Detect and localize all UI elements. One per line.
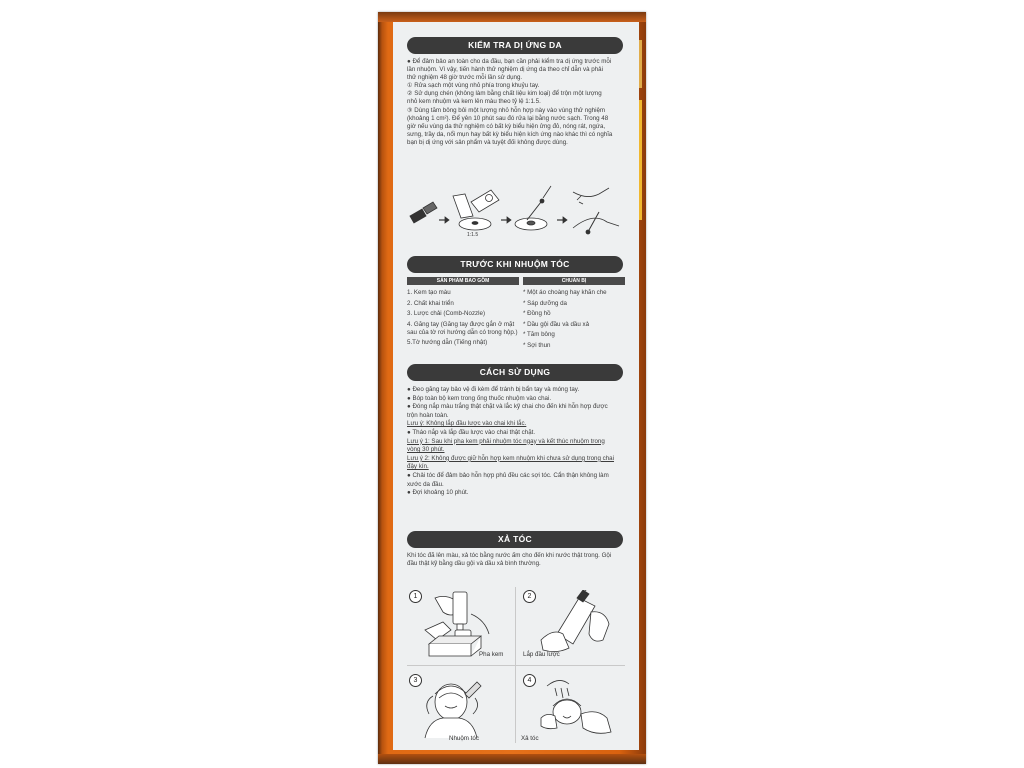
list-item: * Đồng hồ <box>523 310 551 318</box>
included-header: SẢN PHẨM BAO GỒM <box>407 277 519 285</box>
usage-header: CÁCH SỬ DỤNG <box>407 364 623 381</box>
step-number: 4 <box>523 674 536 687</box>
list-item: sau của tờ rơi hướng dẫn có trong hộp.) <box>407 328 518 336</box>
list-item: 4. Găng tay (Găng tay được gắn ở mặt <box>407 320 515 328</box>
allergy-test-illustration <box>403 182 629 246</box>
allergy-line: lần nhuộm. Vì vậy, tiến hành thử nghiệm dị ứng da theo chỉ dẫn và phải <box>407 66 603 74</box>
allergy-line: giờ nếu vùng da thử nghiệm có bất kỳ biểu hiện ửng đỏ, nóng rát, ngứa, <box>407 122 606 130</box>
usage-line: ● Đợi khoảng 10 phút. <box>407 489 469 497</box>
steps-horizontal-divider <box>407 665 625 666</box>
prepare-header: CHUẨN BỊ <box>523 277 625 285</box>
list-item: * Sợi thun <box>523 341 551 349</box>
allergy-line: bạn bị dị ứng với sản phẩm và tuyệt đối không được dùng. <box>407 138 568 146</box>
usage-line: trộn hoàn toàn. <box>407 411 449 419</box>
allergy-line: sưng, trầy da, nổi mụn hay bất kỳ biểu hiện kích ứng nào khác thì có nghĩa <box>407 130 613 138</box>
usage-line: ● Tháo nắp và lắp đầu lược vào chai thật chặt. <box>407 428 536 436</box>
list-item: * Dầu gội đầu và dầu xả <box>523 320 590 328</box>
usage-line: Lưu ý 2: Không được giữ hỗn hợp kem nhuộm khi chưa sử dụng trong chai <box>407 454 615 462</box>
ratio-label: 1:1.5 <box>467 232 479 238</box>
step-caption: Lắp đầu lược <box>523 651 560 658</box>
allergy-line: ② Sử dụng chén (không làm bằng chất liệu kim loại) để trộn một lượng <box>407 90 602 98</box>
list-item: * Một áo choàng hay khăn che <box>523 289 607 296</box>
rinse-text <box>407 552 625 568</box>
list-item: * Sáp dưỡng da <box>523 299 567 307</box>
usage-text <box>407 386 625 498</box>
list-item: * Tăm bông <box>523 331 555 339</box>
rinse-line: Khi tóc đã lên màu, xả tóc bằng nước ấm cho đến khi nước thật trong. Gội <box>407 552 612 559</box>
step-number: 1 <box>409 590 422 603</box>
step-number: 2 <box>523 590 536 603</box>
usage-line: Lưu ý 1: Sau khi pha kem phải nhuộm tóc ngay và kết thúc nhuộm trong <box>407 437 605 445</box>
step-number: 3 <box>409 674 422 687</box>
usage-line: đậy kín. <box>407 463 429 471</box>
instruction-label <box>393 22 639 750</box>
list-item: 1. Kem tạo màu <box>407 289 451 296</box>
included-list <box>407 288 518 348</box>
usage-line: ● Chải tóc để đảm bảo hỗn hợp phủ đều các sợi tóc. Cẩn thận không làm <box>407 471 609 479</box>
step-caption: Xả tóc <box>521 735 539 742</box>
box-top-edge <box>378 12 646 22</box>
box-bottom-edge <box>378 754 646 764</box>
allergy-line: ③ Dùng tăm bông bôi một lượng nhỏ hỗn hợp này vào vùng thử nghiệm <box>407 106 606 114</box>
usage-line: xước da đầu. <box>407 480 444 488</box>
allergy-test-header: KIỂM TRA DỊ ỨNG DA <box>407 37 623 54</box>
usage-line: ● Đeo găng tay bảo vệ đi kèm để tránh bị bẩn tay và móng tay. <box>407 386 580 393</box>
usage-line: vòng 30 phút. <box>407 446 445 454</box>
step-rinse-illustration <box>533 672 629 742</box>
allergy-line: ● Để đảm bảo an toàn cho da đầu, bạn cần phải kiểm tra dị ứng trước mỗi <box>407 58 612 65</box>
usage-line: ● Đóng nắp màu trắng thật chặt và lắc kỹ chai cho đến khi hỗn hợp được <box>407 403 608 411</box>
allergy-line: (khoảng 1 cm²). Để yên 10 phút sau đó rửa lại bằng nước sạch. Trong 48 <box>407 114 609 122</box>
step-mix-illustration <box>415 590 511 660</box>
list-item: 3. Lược chải (Comb-Nozzle) <box>407 310 486 318</box>
rinse-line: đầu thật kỹ bằng dầu gội và dầu xả bình thường. <box>407 560 541 568</box>
allergy-line: ① Rửa sạch một vùng nhỏ phía trong khuỷu tay. <box>407 82 540 90</box>
step-caption: Nhuộm tóc <box>449 735 479 742</box>
step-dye-illustration <box>415 672 511 742</box>
usage-line: ● Bóp toàn bộ kem trong ống thuốc nhuộm vào chai. <box>407 394 552 402</box>
rinse-header: XẢ TÓC <box>407 531 623 548</box>
allergy-line: nhỏ kem nhuộm và kem lên màu theo tỷ lệ 1:1.5. <box>407 98 541 106</box>
list-item: 2. Chất khai triển <box>407 299 454 307</box>
step-nozzle-illustration <box>533 590 629 660</box>
prepare-list <box>523 288 607 352</box>
allergy-line: thử nghiệm 48 giờ trước mỗi lần sử dụng. <box>407 74 523 82</box>
list-item: 5.Tờ hướng dẫn (Tiếng nhật) <box>407 338 488 346</box>
usage-line: Lưu ý: Không lắp đầu lược vào chai khi lắc. <box>407 420 527 428</box>
before-dyeing-header: TRƯỚC KHI NHUỘM TÓC <box>407 256 623 273</box>
step-caption: Pha kem <box>479 651 504 658</box>
allergy-test-text <box>407 58 625 147</box>
